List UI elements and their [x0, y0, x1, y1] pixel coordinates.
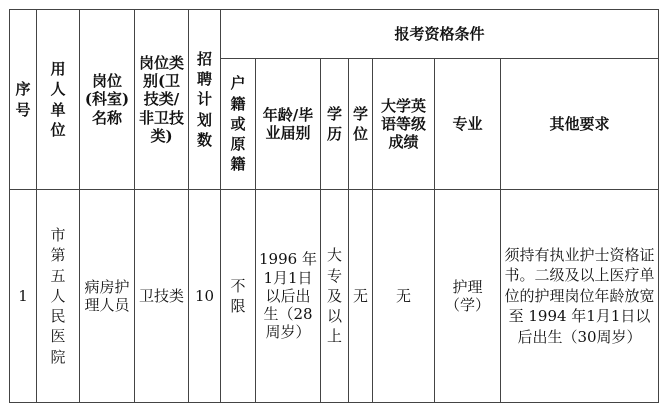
- header-other-requirements: 其他要求: [501, 59, 659, 190]
- header-post-name: 岗位(科室)名称: [80, 10, 135, 190]
- cell-household: 不限: [221, 190, 256, 403]
- header-planned-hires: 招聘计划数: [189, 10, 221, 190]
- cell-age-graduation: 1996 年 1月1日以后出生（28周岁）: [256, 190, 321, 403]
- header-seq: 序号: [10, 10, 37, 190]
- cell-post-category: 卫技类: [135, 190, 189, 403]
- header-household: 户籍或原籍: [221, 59, 256, 190]
- header-age-graduation: 年龄/毕业届别: [256, 59, 321, 190]
- header-english-level: 大学英语等级成绩: [373, 59, 435, 190]
- header-requirements-group: 报考资格条件: [221, 10, 659, 59]
- header-major: 专业: [435, 59, 501, 190]
- table-row: [10, 190, 659, 403]
- cell-major: 护理（学）: [435, 190, 501, 403]
- cell-planned-hires: 10: [189, 190, 221, 403]
- cell-post-name: 病房护理人员: [80, 190, 135, 403]
- header-employer: 用人单位: [37, 10, 80, 190]
- cell-other-requirements: 须持有执业护士资格证书。二级及以上医疗单位的护理岗位年龄放宽至 1994 年1月1日以后出生（30周岁）: [501, 190, 659, 403]
- cell-english-level: 无: [373, 190, 435, 403]
- cell-seq: 1: [10, 190, 37, 403]
- header-post-category: 岗位类别(卫技类/非卫技类): [135, 10, 189, 190]
- recruitment-table: [9, 9, 659, 403]
- header-education: 学历: [321, 59, 349, 190]
- cell-degree: 无: [349, 190, 373, 403]
- cell-education: 大专及以上: [321, 190, 349, 403]
- cell-employer: 市第五人民医院: [37, 190, 80, 403]
- header-degree: 学位: [349, 59, 373, 190]
